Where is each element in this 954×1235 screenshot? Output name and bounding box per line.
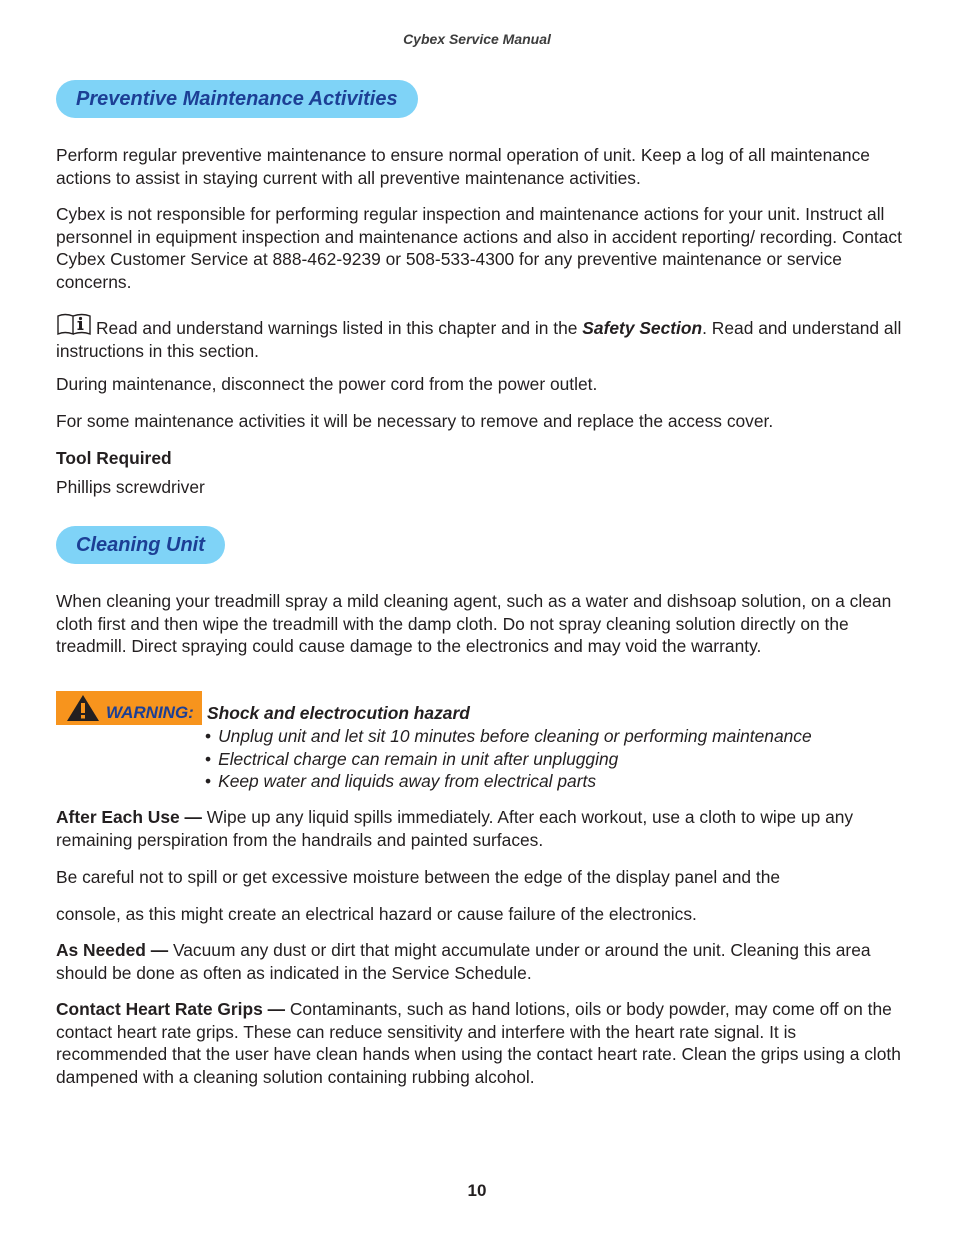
section-heading-preventive-maintenance: Preventive Maintenance Activities	[56, 80, 418, 118]
read-warnings-text: Read and understand warnings listed in this chapter and in the	[96, 318, 583, 338]
grips-label: Contact Heart Rate Grips —	[56, 999, 286, 1019]
paragraph-responsibility: Cybex is not responsible for performing regular inspection and maintenance actions for your unit. Instruct all personnel in equipment inspection and maintenance actions and also in accident reporting/ recording. Contact Cybex Customer Service at 888-462-9239 or 508-533-4300 for any preventive maintenance or service concerns.	[56, 204, 902, 293]
warning-title: Shock and electrocution hazard	[207, 703, 470, 723]
warning-bullet: • Electrical charge can remain in unit after unplugging	[205, 748, 812, 771]
warning-label: WARNING:	[106, 703, 194, 722]
paragraph-heart-rate-grips	[56, 998, 906, 1089]
paragraph-careful-line1: Be careful not to spill or get excessive moisture between the edge of the display panel and the	[56, 867, 781, 887]
paragraph-as-needed	[56, 939, 906, 984]
warning-badge	[56, 691, 202, 725]
read-warnings-text-end: . Read and understand all instructions in this section.	[56, 318, 902, 361]
safety-section-reference: Safety Section	[582, 318, 703, 338]
grips-text: Contaminants, such as hand lotions, oils or body powder, may come off on the contact heart rate grips. These can reduce sensitivity and interfere with the heart rate signal. It is recommended that the user have clean hands when using the contact heart rate. Clean the grips using a cloth dampened with a cleaning solution containing rubbing alcohol.	[56, 999, 901, 1088]
paragraph-regular-maintenance: Perform regular preventive maintenance to ensure normal operation of unit. Keep a log of all maintenance actions to assist in staying current with all preventive maintenance activities.	[56, 145, 870, 188]
warning-bullet-list	[205, 725, 812, 793]
section-heading-cleaning-unit: Cleaning Unit	[56, 526, 225, 564]
paragraph-careful-line2: console, as this might create an electrical hazard or cause failure of the electronics.	[56, 904, 697, 924]
tool-required-value: Phillips screwdriver	[56, 477, 205, 497]
warning-bullet: • Keep water and liquids away from electrical parts	[205, 770, 812, 793]
page-number: 10	[467, 1181, 487, 1200]
book-info-icon	[56, 312, 92, 336]
warning-bullet: • Unplug unit and let sit 10 minutes before cleaning or performing maintenance	[205, 725, 812, 748]
after-each-use-text: Wipe up any liquid spills immediately. After each workout, use a cloth to wipe up any remaining perspiration from the handrails and painted surfaces.	[56, 807, 854, 850]
as-needed-text: Vacuum any dust or dirt that might accumulate under or around the unit. Cleaning this area should be done as often as indicated in the Service Schedule.	[56, 940, 871, 983]
paragraph-read-warnings	[56, 312, 906, 362]
warning-triangle-icon	[66, 694, 100, 722]
after-each-use-label: After Each Use —	[56, 807, 202, 827]
paragraph-access-cover: For some maintenance activities it will be necessary to remove and replace the access cover.	[56, 411, 774, 431]
paragraph-disconnect-power: During maintenance, disconnect the power cord from the power outlet.	[56, 374, 598, 394]
as-needed-label: As Needed —	[56, 940, 169, 960]
paragraph-cleaning-intro: When cleaning your treadmill spray a mild cleaning agent, such as a water and dishsoap solution, on a clean cloth first and then wipe the treadmill with the damp cloth. Do not spray cleaning solution directly on the treadmill. Direct spraying could cause damage to the electronics and may void the warranty.	[56, 591, 892, 657]
paragraph-after-each-use	[56, 806, 906, 851]
tool-required-label: Tool Required	[56, 448, 172, 468]
running-header: Cybex Service Manual	[403, 31, 551, 47]
